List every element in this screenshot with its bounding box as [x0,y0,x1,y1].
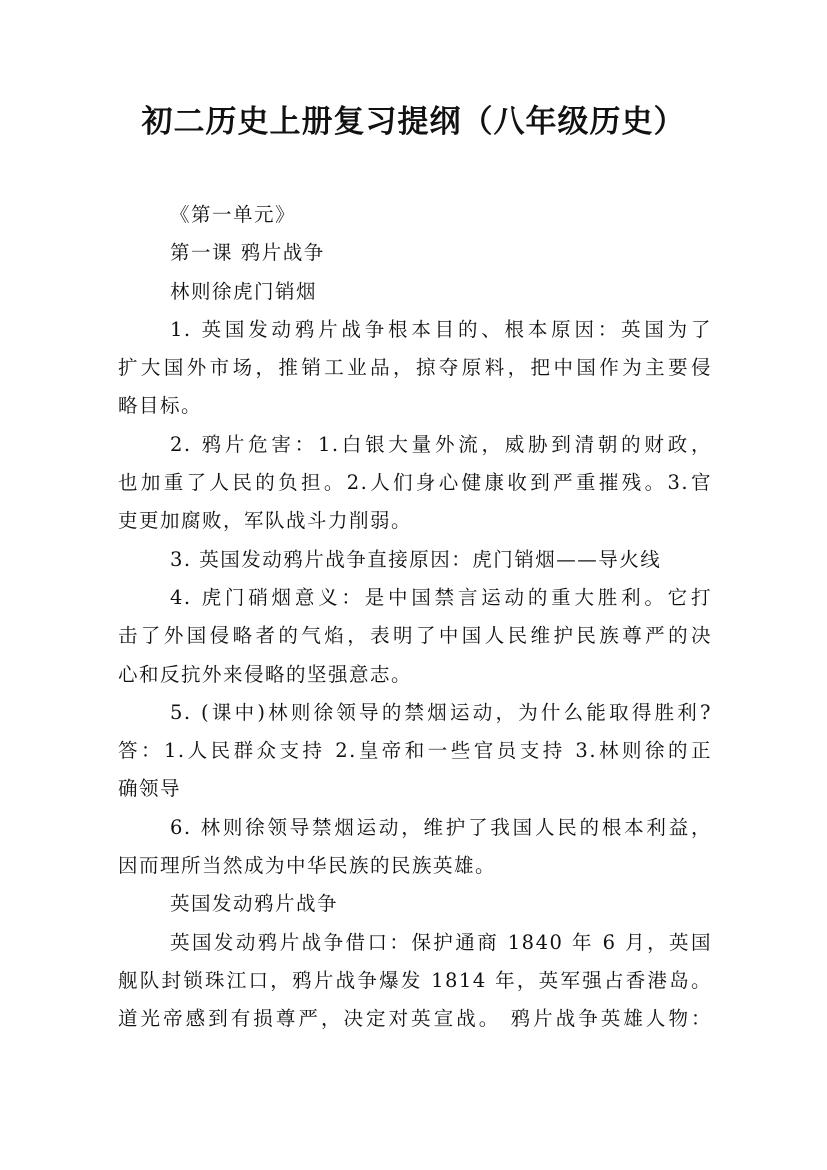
text-line: 1. 英国发动鸦片战争根本目的、根本原因：英国为了 [170,317,712,341]
text-line: 4. 虎门硝烟意义：是中国禁言运动的重大胜利。它打 [170,585,712,609]
text-line: 略目标。 [118,394,203,418]
text-line: 第一课 鸦片战争 [170,241,325,265]
text-line: 林则徐虎门销烟 [170,279,318,303]
text-line: 英国发动鸦片战争借口：保护通商 1840 年 6 月，英国 [170,930,712,954]
document-title: 初二历史上册复习提纲（八年级历史） [141,104,686,140]
text-line: 道光帝感到有损尊严，决定对英宣战。 鸦片战争英雄人物： [118,1007,712,1031]
text-line: 英国发动鸦片战争 [170,892,339,916]
text-line: 因而理所当然成为中华民族的民族英雄。 [118,854,497,878]
text-line: 扩大国外市场，推销工业品，掠夺原料，把中国作为主要侵 [118,356,712,380]
text-line: 舰队封锁珠江口，鸦片战争爆发 1814 年，英军强占香港岛。 [118,968,712,992]
text-line: 3. 英国发动鸦片战争直接原因：虎门销烟——导火线 [170,547,662,571]
text-line: 击了外国侵略者的气焰，表明了中国人民维护民族尊严的决 [118,624,712,648]
text-line: 5. (课中)林则徐领导的禁烟运动，为什么能取得胜利? [170,700,712,724]
text-line: 心和反抗外来侵略的坚强意志。 [118,662,413,686]
text-line: 《第一单元》 [170,203,297,226]
text-line: 也加重了人民的负担。2.人们身心健康收到严重摧残。3.官 [118,471,712,495]
text-line: 吏更加腐败，军队战斗力削弱。 [118,509,413,533]
text-line: 6. 林则徐领导禁烟运动，维护了我国人民的根本利益， [170,815,712,839]
text-line: 答：1.人民群众支持 2.皇帝和一些官员支持 3.林则徐的正 [118,739,712,763]
document-body [118,196,712,1039]
text-line: 2. 鸦片危害：1.白银大量外流，威胁到清朝的财政， [170,432,712,456]
text-line: 确领导 [118,777,182,801]
